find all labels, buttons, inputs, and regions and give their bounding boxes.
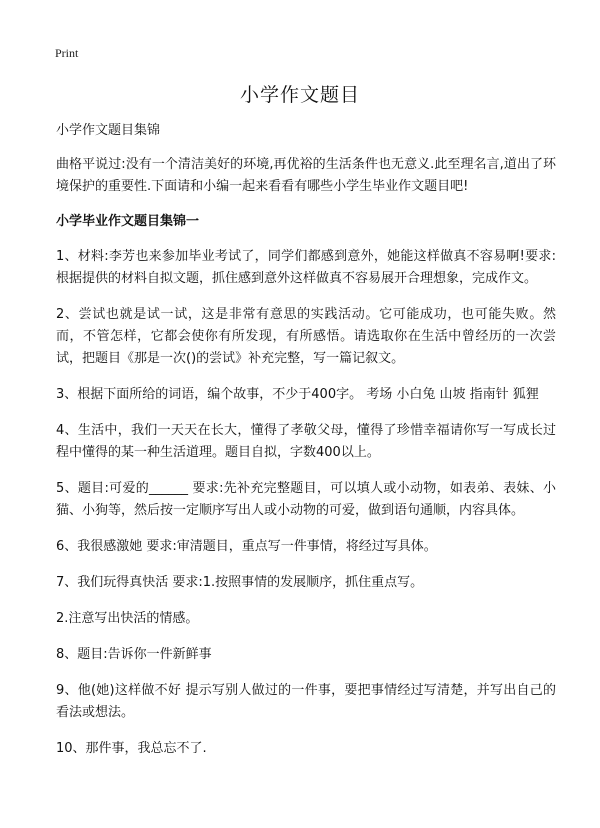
list-item: 10、那件事，我总忘不了. — [56, 741, 207, 756]
list-item: 2、尝试也就是试一试，这是非常有意思的实践活动。它可能成功，也可能失败。然而，不管怎样，它都会使你有所发现，有所感悟。请选取你在生活中曾经历的一次尝试，把题目《那是一次()的尝试》补充完整，写一篇记叙文。 — [56, 307, 556, 366]
list-item: 9、他(她)这样做不好 提示写别人做过的一件事，要把事情经过写清楚，并写出自己的看法或想法。 — [56, 683, 556, 720]
list-item: 6、我很感激她 要求:审清题目，重点写一件事情，将经过写具体。 — [56, 539, 437, 554]
list-item: 8、题目:告诉你一件新鲜事 — [56, 647, 212, 662]
list-item: 3、根据下面所给的词语，编个故事，不少于400字。 考场 小白兔 山坡 指南针 狐狸 — [56, 387, 539, 402]
print-link[interactable]: Print — [55, 46, 79, 60]
list-item: 7、我们玩得真快活 要求:1.按照事情的发展顺序，抓住重点写。 — [56, 575, 424, 590]
intro-paragraph: 曲格平说过:没有一个清洁美好的环境,再优裕的生活条件也无意义.此至理名言,道出了环境保护的重要性.下面请和小编一起来看看有哪些小学生毕业作文题目吧! — [56, 157, 556, 194]
list-item: 5、题目:可爱的______ 要求:先补充完整题目，可以填人或小动物，如表弟、表妹、小猫、小狗等，然后按一定顺序写出人或小动物的可爱，做到语句通顺，内容具体。 — [56, 481, 556, 518]
document-body — [56, 120, 556, 774]
list-item: 1、材料:李芳也来参加毕业考试了，同学们都感到意外，她能这样做真不容易啊!要求:根据提供的材料自拟文题，抓住感到意外这样做真不容易展开合理想象，完成作文。 — [56, 249, 556, 286]
document-subtitle: 小学作文题目集锦 — [56, 123, 161, 138]
list-item: 4、生活中，我们一天天在长大，懂得了孝敬父母，懂得了珍惜幸福请你写一写成长过程中懂得的某一种生活道理。题目自拟，字数400以上。 — [56, 423, 556, 460]
list-item: 2.注意写出快活的情感。 — [56, 611, 199, 626]
section-heading: 小学毕业作文题目集锦一 — [56, 214, 200, 229]
page-title: 小学作文题目 — [239, 84, 360, 106]
